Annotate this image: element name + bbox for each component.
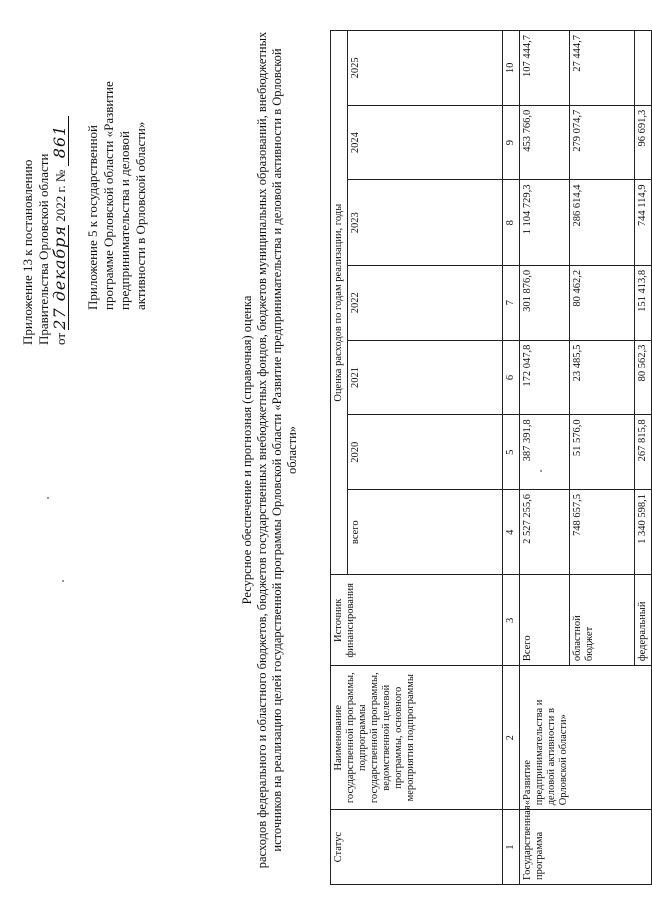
column-number: 4: [503, 490, 520, 575]
header-source: Источник финансирования: [331, 575, 503, 666]
appendix-line-2: программе Орловской области «Развитие: [101, 81, 116, 310]
header-year: 2024: [348, 105, 503, 180]
decree-line-2: Правительства Орловской области: [36, 153, 51, 345]
header-name: Наименование государственной программы, подпрограммы государственной программы, ведомственной целевой программы, основного мероприятия подпрограммы: [331, 666, 503, 810]
decree-line-1: Приложение 13 к постановлению: [20, 159, 35, 345]
appendix-line-3: предпринимательства и деловой: [117, 131, 132, 310]
cell-2022: 301 876,0: [520, 265, 570, 340]
column-number: 6: [503, 340, 520, 415]
cell-total: 748 657,5: [570, 490, 635, 575]
row-name: «Развитие предпринимательства и деловой активности в Орловской области»: [520, 666, 652, 810]
header-year: 2021: [348, 340, 503, 415]
cell-2023: 1 104 729,3: [520, 180, 570, 265]
title-line-2: расходов федерального и областного бюджетов, бюджетов государственных внебюджетных фондов, бюджетов муниципальных образований, внебюджетных источников на реализацию целей государственной программы Орловской области «Развитие предпринимательства и деловой активности в Орловской области»: [255, 31, 299, 869]
cell-2024: 453 766,0: [520, 105, 570, 180]
cell-2020: 267 815,8: [635, 415, 652, 490]
header-total: всего: [348, 490, 503, 575]
document-title: [240, 25, 300, 875]
header-status: Статус: [331, 810, 503, 885]
column-number-row: [503, 31, 520, 885]
cell-2022: 80 462,2: [570, 265, 635, 340]
header-year: 2020: [348, 415, 503, 490]
column-number: 10: [503, 31, 520, 106]
column-number: 3: [503, 575, 520, 666]
date-year: 2022 г. №: [53, 169, 68, 222]
column-number: 7: [503, 265, 520, 340]
cell-2025: [635, 31, 652, 106]
handwritten-date: 27 декабря: [50, 224, 69, 330]
cell-2021: 172 047,8: [520, 340, 570, 415]
handwritten-number: 861: [52, 116, 69, 166]
row-source: Всего: [520, 575, 570, 666]
row-source: федеральный: [635, 575, 652, 666]
appendix-line-4: активности в Орловской области»: [133, 121, 148, 310]
cell-2024: 279 074,7: [570, 105, 635, 180]
cell-2025: 107 444,7: [520, 31, 570, 106]
table-row: [520, 31, 570, 885]
column-number: 5: [503, 415, 520, 490]
header-year: 2022: [348, 265, 503, 340]
row-status: Государственная программа: [520, 810, 652, 885]
resource-table: [330, 30, 652, 885]
cell-2020: 51 576,0: [570, 415, 635, 490]
header-year: 2025: [348, 31, 503, 106]
appendix-line-1: Приложение 5 к государственной: [85, 125, 100, 310]
title-line-1: Ресурсное обеспечение и прогнозная (справочная) оценка: [240, 295, 254, 605]
cell-total: 2 527 255,6: [520, 490, 570, 575]
table-header-row: [331, 31, 348, 885]
cell-2022: 151 413,8: [635, 265, 652, 340]
header-year: 2023: [348, 180, 503, 265]
header-estimate: Оценка расходов по годам реализации, годы: [331, 31, 348, 575]
decree-date-line: [52, 45, 69, 345]
cell-total: 1 340 598,1: [635, 490, 652, 575]
cell-2021: 23 485,5: [570, 340, 635, 415]
cell-2024: 96 691,3: [635, 105, 652, 180]
column-number: 8: [503, 180, 520, 265]
column-number: 9: [503, 105, 520, 180]
column-number: 1: [503, 810, 520, 885]
row-source: областной бюджет: [570, 575, 635, 666]
decree-header: [20, 45, 69, 345]
cell-2021: 80 562,3: [635, 340, 652, 415]
cell-2025: 27 444,7: [570, 31, 635, 106]
cell-2023: 286 614,4: [570, 180, 635, 265]
column-number: 2: [503, 666, 520, 810]
cell-2020: 387 391,8: [520, 415, 570, 490]
date-prefix: от: [53, 332, 68, 345]
cell-2023: 744 114,9: [635, 180, 652, 265]
appendix-note: [85, 60, 149, 310]
